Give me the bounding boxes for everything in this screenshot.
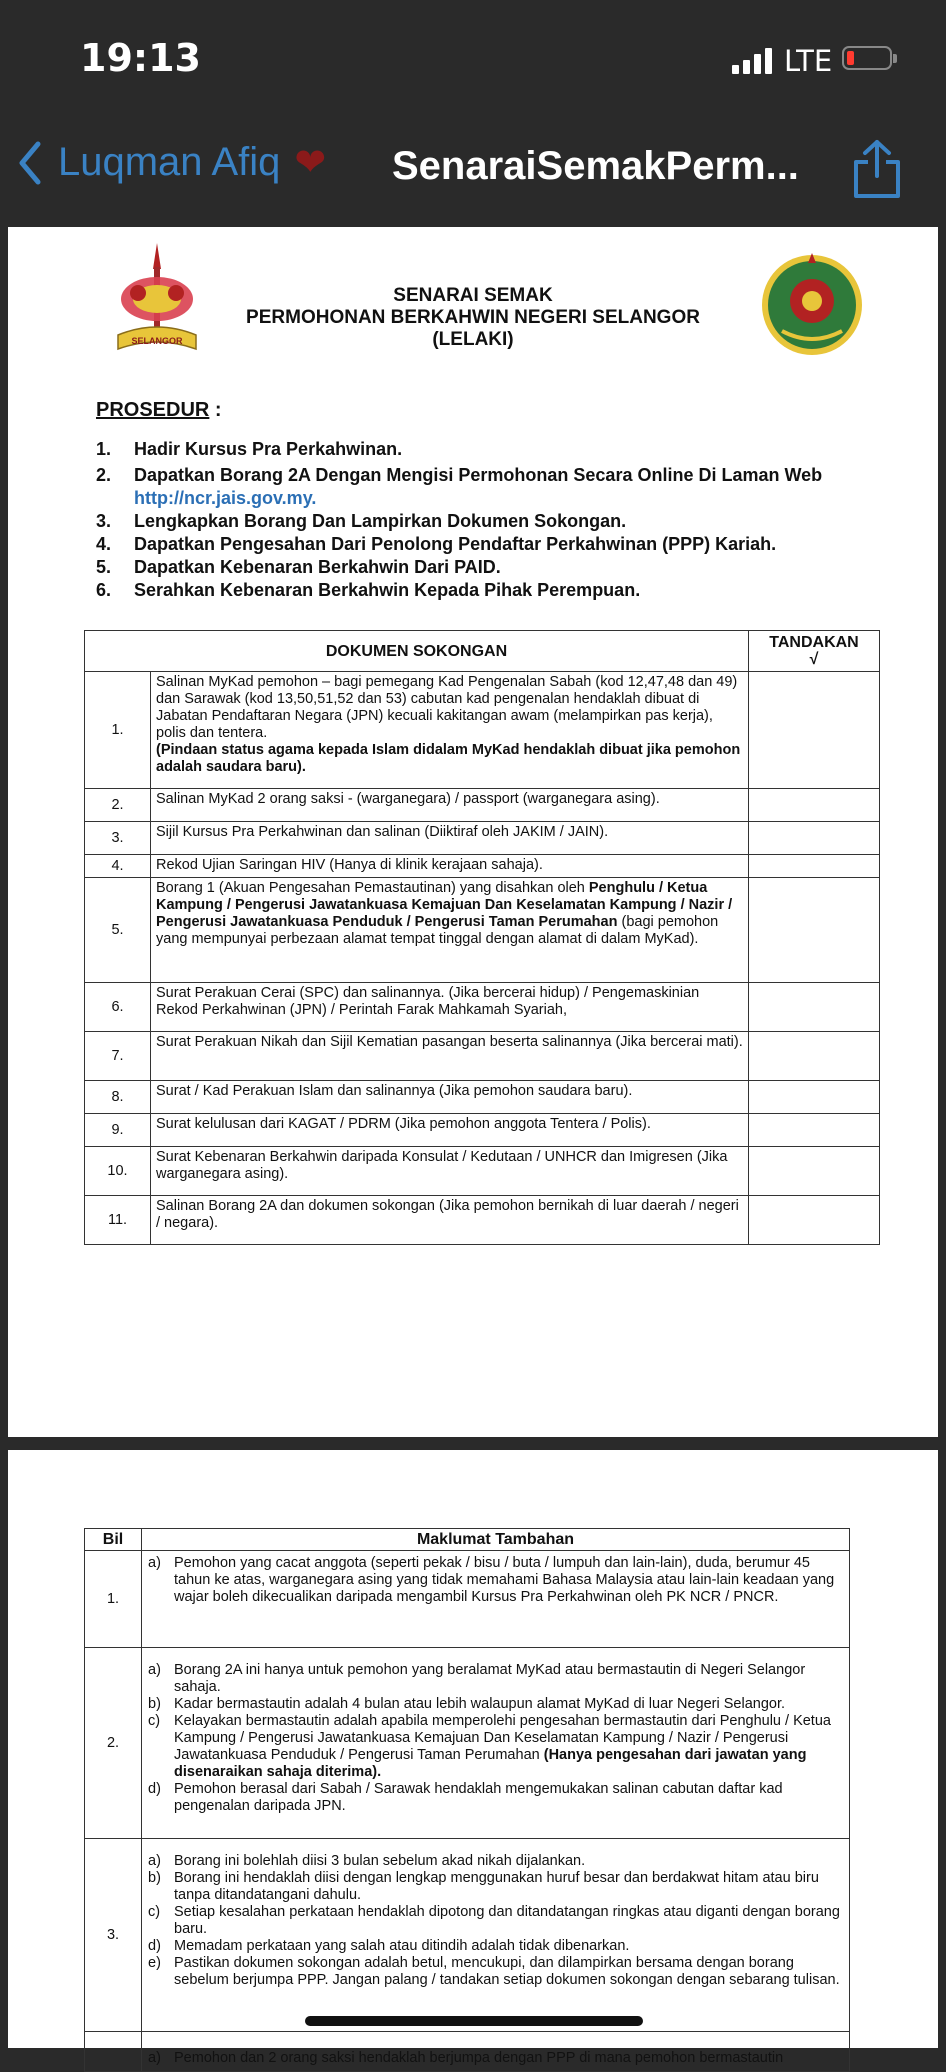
registration-link[interactable]: http://ncr.jais.gov.my. bbox=[134, 488, 317, 508]
heading-line-3: (LELAKI) bbox=[432, 329, 514, 350]
table-row: 6. Surat Perakuan Cerai (SPC) dan salinannya. (Jika bercerai hidup) / Pengemaskinian Rekod Perkahwinan (JPN) / Perintah Farak Mahkamah Syariah, bbox=[85, 983, 880, 1032]
status-time: 19:13 bbox=[80, 36, 201, 80]
table-row: 9. Surat kelulusan dari KAGAT / PDRM (Jika pemohon anggota Tentera / Polis). bbox=[85, 1114, 880, 1147]
prosedur-heading: PROSEDUR : bbox=[96, 399, 222, 421]
network-label: LTE bbox=[784, 44, 833, 78]
pdf-page-1 bbox=[8, 227, 938, 1437]
procedure-step: 6. Serahkan Kebenaran Berkahwin Kepada Pihak Perempuan. bbox=[96, 580, 641, 600]
back-label: Luqman Afiq bbox=[58, 140, 281, 184]
checkbox-cell[interactable] bbox=[749, 1081, 880, 1114]
document-heading bbox=[208, 285, 738, 351]
checkbox-cell[interactable] bbox=[749, 855, 880, 878]
table-row: 10. Surat Kebenaran Berkahwin daripada Konsulat / Kedutaan / UNHCR dan Imigresen (Jika warganegara asing). bbox=[85, 1147, 880, 1196]
selangor-crest-logo bbox=[108, 241, 206, 370]
header-tandakan: TANDAKAN √ bbox=[749, 631, 880, 672]
checkbox-cell[interactable] bbox=[749, 878, 880, 983]
table-row: 7. Surat Perakuan Nikah dan Sijil Kematian pasangan beserta salinannya (Jika bercerai mati). bbox=[85, 1032, 880, 1081]
status-bar bbox=[0, 0, 946, 120]
document-title: SenaraiSemakPerm... bbox=[392, 144, 799, 188]
procedure-step: 3. Lengkapkan Borang Dan Lampirkan Dokumen Sokongan. bbox=[96, 511, 627, 531]
home-indicator[interactable] bbox=[305, 2016, 643, 2026]
crest-banner-text: SELANGOR bbox=[131, 336, 183, 346]
table-row: 1. Salinan MyKad pemohon – bagi pemegang Kad Pengenalan Sabah (kod 12,47,48 dan 49) dan Sarawak (kod 13,50,51,52 dan 53) cabutan kad pengenalan hendaklah dibuat di Jabatan Pendaftaran Negara (JPN) kecuali kakitangan awam (melampirkan pas kerja), polis dan tentera. (Pindaan status agama kepada Islam didalam MyKad hendaklah dibuat jika pemohon adalah saudara baru). bbox=[85, 672, 880, 789]
procedure-step: 5. Dapatkan Kebenaran Berkahwin Dari PAID. bbox=[96, 557, 501, 577]
back-button[interactable] bbox=[18, 140, 326, 185]
table-row: 11. Salinan Borang 2A dan dokumen sokongan (Jika pemohon bernikah di luar daerah / negeri / negara). bbox=[85, 1196, 880, 1245]
header-dokumen: DOKUMEN SOKONGAN bbox=[85, 631, 749, 672]
checkbox-cell[interactable] bbox=[749, 672, 880, 789]
checkbox-cell[interactable] bbox=[749, 983, 880, 1032]
header-maklumat: Maklumat Tambahan bbox=[142, 1529, 850, 1551]
table-row: a) Pemohon dan 2 orang saksi hendaklah berjumpa dengan PPP di mana pemohon bermastautin bbox=[85, 2032, 850, 2072]
table-row: 3. Sijil Kursus Pra Perkahwinan dan salinan (Diiktiraf oleh JAKIM / JAIN). bbox=[85, 822, 880, 855]
procedure-step: 4. Dapatkan Pengesahan Dari Penolong Pendaftar Perkahwinan (PPP) Kariah. bbox=[96, 534, 777, 554]
table-row: 3. a) Borang ini bolehlah diisi 3 bulan sebelum akad nikah dijalankan. b) Borang ini hendaklah diisi dengan lengkap menggunakan huruf besar dan berdakwat hitam atau biru tanpa ditandatangani dahulu. c) Setiap kesalahan perkataan hendaklah dipotong dan ditandatangan ringkas atau diganti dengan borang baru. d) Memadam perkataan yang salah atau ditindih adalah tidak dibenarkan. e) Pastikan dokumen sokongan adalah betul, mencukupi, dan dilampirkan bersama dengan borang sebelum berjumpa PPP. Jangan palang / tandakan setiap dokumen sokongan dengan sebarang tulisan. bbox=[85, 1839, 850, 2032]
signal-icon bbox=[732, 46, 772, 74]
table-row: 2. a) Borang 2A ini hanya untuk pemohon yang beralamat MyKad atau bermastautin di Negeri Selangor sahaja. b) Kadar bermastautin adalah 4 bulan atau lebih walaupun alamat MyKad di luar Negeri Selangor. c) Kelayakan bermastautin adalah apabila memperolehi pengesahan bermastautin dari Penghulu / Ketua Kampung / Pengerusi Jawatankuasa Kemajuan Dan Keselamatan Kampung / Nazir / Pengerusi Jawatankuasa Penduduk / Pengerusi Taman Perumahan (Hanya pengesahan dari jawatan yang disenaraikan sahaja diterima). d) Pemohon berasal dari Sabah / Sarawak hendaklah mengemukakan salinan cabutan daftar kad pengenalan daripada JPN. bbox=[85, 1648, 850, 1839]
heart-icon: ❤ bbox=[294, 142, 327, 184]
jais-emblem-logo bbox=[758, 249, 866, 364]
table-row: 8. Surat / Kad Perakuan Islam dan salinannya (Jika pemohon saudara baru). bbox=[85, 1081, 880, 1114]
checkbox-cell[interactable] bbox=[749, 822, 880, 855]
supporting-documents-table bbox=[84, 630, 880, 1245]
checkbox-cell[interactable] bbox=[749, 1147, 880, 1196]
checkbox-cell[interactable] bbox=[749, 1032, 880, 1081]
table-row: 5. Borang 1 (Akuan Pengesahan Pemastautinan) yang disahkan oleh Penghulu / Ketua Kampung / Pengerusi Jawatankuasa Kemajuan Dan Keselamatan Kampung / Nazir / Pengerusi Jawatankuasa Penduduk / Pengerusi Taman Perumahan (bagi pemohon yang mempunyai perbezaan alamat tempat tinggal dengan alamat di dalam MyKad). bbox=[85, 878, 880, 983]
checkbox-cell[interactable] bbox=[749, 789, 880, 822]
checkbox-cell[interactable] bbox=[749, 1114, 880, 1147]
table-row: 4. Rekod Ujian Saringan HIV (Hanya di klinik kerajaan sahaja). bbox=[85, 855, 880, 878]
header-bil: Bil bbox=[85, 1529, 142, 1551]
chevron-left-icon bbox=[18, 141, 42, 185]
checkbox-cell[interactable] bbox=[749, 1196, 880, 1245]
table-header-row bbox=[85, 1529, 850, 1551]
heading-line-1: SENARAI SEMAK bbox=[393, 285, 553, 306]
procedure-step: 2. Dapatkan Borang 2A Dengan Mengisi Permohonan Secara Online Di Laman Web http://ncr.jais.gov.my. bbox=[96, 465, 823, 508]
share-icon bbox=[850, 138, 904, 200]
heading-line-2: PERMOHONAN BERKAHWIN NEGERI SELANGOR bbox=[246, 307, 700, 328]
battery-icon bbox=[842, 46, 892, 70]
table-row: 1. a) Pemohon yang cacat anggota (seperti pekak / bisu / buta / lumpuh dan lain-lain), duda, berumur 45 tahun ke atas, warganegara asing yang tidak memahami Bahasa Malaysia atau lain-lain keadaan yang wajar boleh dikecualikan daripada mengambil Kursus Pra Perkahwinan oleh PK NCR / PNCR. bbox=[85, 1551, 850, 1648]
procedure-step: 1. Hadir Kursus Pra Perkahwinan. bbox=[96, 439, 403, 459]
table-row: 2. Salinan MyKad 2 orang saksi - (warganegara) / passport (warganegara asing). bbox=[85, 789, 880, 822]
procedure-list bbox=[96, 438, 886, 602]
share-button[interactable] bbox=[850, 138, 904, 205]
nav-bar bbox=[0, 120, 946, 224]
additional-info-table bbox=[84, 1528, 850, 2072]
table-header-row bbox=[85, 631, 880, 672]
pdf-page-2 bbox=[8, 1450, 938, 2066]
